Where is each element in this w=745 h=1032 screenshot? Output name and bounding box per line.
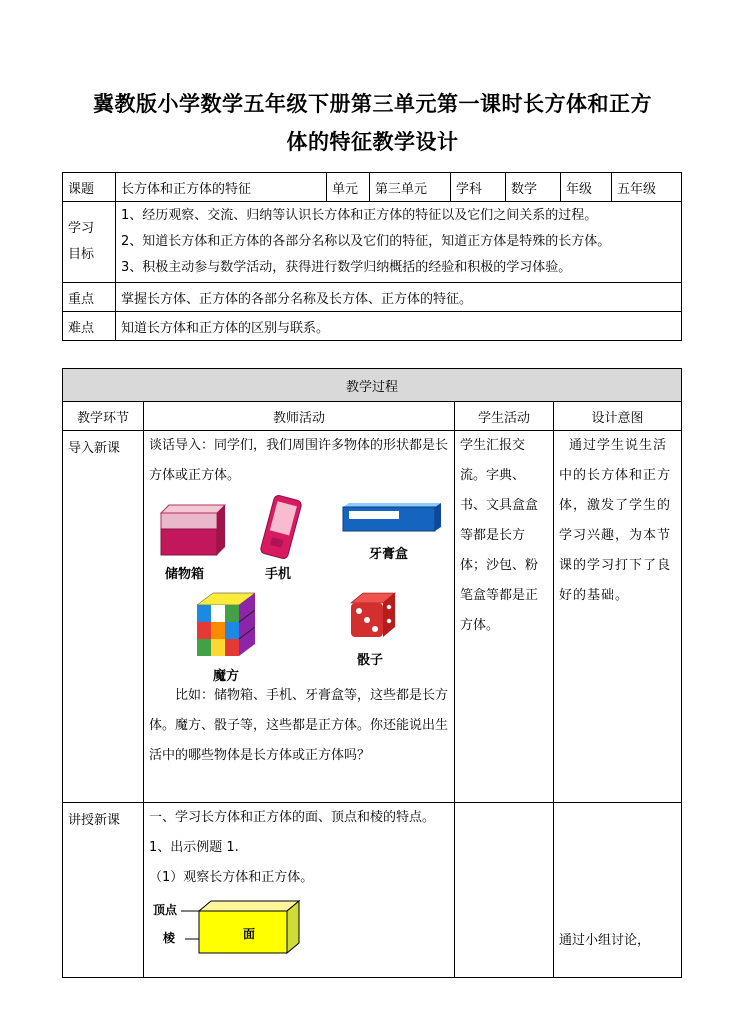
diff-value: 知道长方体和正方体的区别与联系。 bbox=[116, 312, 682, 341]
stage-intro: 导入新课 bbox=[63, 431, 144, 803]
diff-label: 难点 bbox=[63, 312, 116, 341]
teacher-activity-new bbox=[144, 803, 455, 978]
unit-value: 第三单元 bbox=[370, 173, 451, 202]
goals-label-1: 学习 bbox=[68, 221, 95, 236]
goal-item: 1、经历观察、交流、归纳等认识长方体和正方体的特征以及它们之间关系的过程。 bbox=[121, 208, 598, 223]
label-toothpaste-box: 牙膏盒 bbox=[369, 547, 409, 562]
dice-image bbox=[345, 589, 401, 643]
new-line1: 一、学习长方体和正方体的面、顶点和棱的特点。 bbox=[149, 810, 436, 825]
col-teacher: 教师活动 bbox=[144, 402, 455, 431]
goals-label bbox=[63, 202, 116, 283]
key-value: 掌握长方体、正方体的各部分名称及长方体、正方体的特征。 bbox=[116, 283, 682, 312]
unit-label: 单元 bbox=[327, 173, 370, 202]
storage-box-image bbox=[155, 499, 229, 559]
label-vertex: 顶点 bbox=[153, 903, 178, 917]
info-table bbox=[62, 172, 682, 341]
subject-value: 数学 bbox=[506, 173, 561, 202]
doc-title-line1: 冀教版小学数学五年级下册第三单元第一课时长方体和正方 bbox=[93, 92, 652, 116]
design-intent-text: 通过学生说生活中的长方体和正方体，激发了学生的学习兴趣，为本节课的学习打下了良好的基础。 bbox=[559, 438, 672, 603]
doc-title-line2: 体的特征教学设计 bbox=[286, 130, 459, 154]
process-table bbox=[62, 368, 682, 978]
subject-label: 学科 bbox=[451, 173, 506, 202]
teacher-intro-text: 谈话导入：同学们，我们周围许多物体的形状都是长方体或正方体。 bbox=[149, 438, 449, 483]
topic-label: 课题 bbox=[63, 173, 116, 202]
cuboid-diagram bbox=[149, 893, 449, 959]
teacher-activity-text: 比如：储物箱、手机、牙膏盒等，这些都是长方体。魔方、骰子等，这些都是正方体。你还能说出生活中的哪些物体是长方体或正方体吗？ bbox=[149, 688, 449, 763]
student-activity-intro bbox=[455, 431, 554, 803]
object-pictures bbox=[149, 491, 449, 684]
design-intent-new-text: 通过小组讨论， bbox=[559, 933, 651, 948]
goal-item: 2、知道长方体和正方体的各部分名称以及它们的特征，知道正方体是特殊的长方体。 bbox=[121, 234, 611, 249]
design-intent-new bbox=[554, 803, 682, 978]
phone-image bbox=[253, 493, 309, 561]
rubiks-cube-image bbox=[193, 591, 265, 661]
topic-value: 长方体和正方体的特征 bbox=[116, 173, 327, 202]
goals-label-2: 目标 bbox=[68, 247, 95, 262]
grade-value: 五年级 bbox=[612, 173, 682, 202]
student-activity-text: 学生汇报交流。字典、书、文具盒盒等都是长方体；沙包、粉笔盒等都是正方体。 bbox=[460, 438, 539, 633]
goals-cell bbox=[116, 202, 682, 283]
col-student: 学生活动 bbox=[455, 402, 554, 431]
col-design: 设计意图 bbox=[554, 402, 682, 431]
new-line3: （1）观察长方体和正方体。 bbox=[149, 870, 314, 885]
label-face: 面 bbox=[243, 927, 256, 941]
toothpaste-box-image bbox=[339, 501, 443, 535]
new-line2: 1、出示例题 1. bbox=[149, 840, 239, 855]
goal-item: 3、积极主动参与数学活动，获得进行数学归纳概括的经验和积极的学习体验。 bbox=[121, 260, 572, 275]
col-stage: 教学环节 bbox=[63, 402, 144, 431]
teacher-activity-intro bbox=[144, 431, 455, 803]
grade-label: 年级 bbox=[561, 173, 612, 202]
design-intent-intro bbox=[554, 431, 682, 803]
student-activity-new bbox=[455, 803, 554, 978]
label-storage-box: 储物箱 bbox=[165, 567, 205, 582]
key-label: 重点 bbox=[63, 283, 116, 312]
process-heading: 教学过程 bbox=[63, 369, 682, 402]
label-rubiks-cube: 魔方 bbox=[213, 669, 240, 684]
label-dice: 骰子 bbox=[357, 653, 384, 668]
label-phone: 手机 bbox=[265, 567, 292, 582]
stage-new-lesson: 讲授新课 bbox=[63, 803, 144, 978]
label-edge: 棱 bbox=[163, 931, 176, 945]
